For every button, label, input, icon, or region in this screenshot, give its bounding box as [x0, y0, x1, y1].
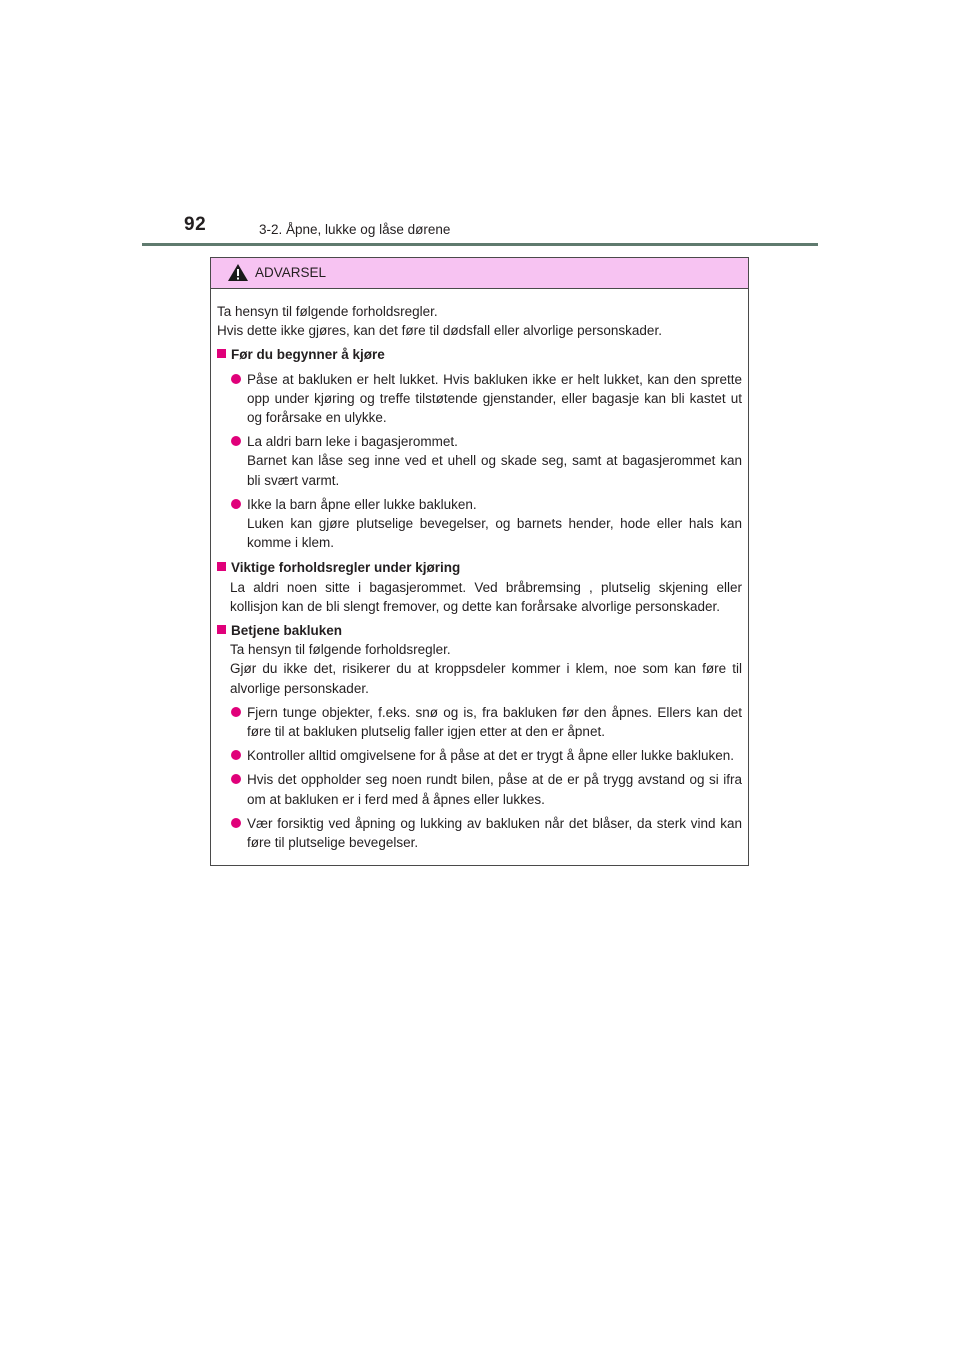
intro-line: Hvis dette ikke gjøres, kan det føre til dødsfall eller alvorlige personskader. [217, 323, 662, 339]
bullet-text: Barnet kan låse seg inne ved et uhell og skade seg, samt at bagasjerommet kan bli svært varmt. [247, 453, 742, 488]
bullet-text: Kontroller alltid omgivelsene for å påse at det er trygt å åpne eller lukke bakluken. [247, 748, 735, 764]
section-heading [217, 621, 742, 640]
square-marker-icon [217, 625, 226, 634]
list-item [217, 770, 742, 808]
warning-box [210, 257, 749, 866]
warning-title: ADVARSEL [255, 265, 327, 280]
header-rule [142, 243, 818, 246]
bullet-text: Fjern tunge objekter, f.eks. snø og is, fra bakluken før den åpnes. Ellers kan det føre til at bakluken plutselig faller igjen etter at den er åpnet. [247, 704, 742, 740]
round-bullet-icon [231, 436, 241, 446]
round-bullet-icon [231, 499, 241, 509]
section-text: Ta hensyn til følgende forholdsregler. [230, 642, 451, 658]
round-bullet-icon [231, 818, 241, 828]
list-item [217, 432, 742, 490]
round-bullet-icon [231, 750, 241, 760]
page-number: 92 [184, 214, 207, 235]
bullet-text: La aldri barn leke i bagasjerommet. [247, 434, 458, 450]
section-text: Gjør du ikke det, risikerer du at kroppsdeler kommer i klem, noe som kan føre til alvorlige personskader. [230, 661, 742, 696]
section-operating-tailgate [217, 621, 742, 852]
warning-header [211, 258, 748, 289]
section-before-driving [217, 345, 742, 552]
section-heading-text: Viktige forholdsregler under kjøring [231, 560, 461, 576]
round-bullet-icon [231, 374, 241, 384]
list-item [217, 814, 742, 852]
round-bullet-icon [231, 774, 241, 784]
section-title: 3-2. Åpne, lukke og låse dørene [259, 222, 451, 237]
list-item [217, 703, 742, 741]
intro-line: Ta hensyn til følgende forholdsregler. [217, 304, 438, 319]
section-heading-text: Før du begynner å kjøre [231, 347, 385, 363]
square-marker-icon [217, 562, 226, 571]
bullet-text: Ikke la barn åpne eller lukke bakluken. [247, 496, 477, 512]
list-item [217, 746, 742, 765]
warning-intro [217, 302, 742, 340]
bullet-text: Påse at bakluken er helt lukket. Hvis bakluken ikke er helt lukket, kan den sprette opp under kjøring og treffe tilstøtende gjenstander, eller bagasje kan bli kastet ut og forårsake en ulykke. [247, 371, 742, 426]
round-bullet-icon [231, 707, 241, 717]
square-marker-icon [217, 349, 226, 358]
warning-triangle-icon [227, 263, 249, 282]
section-while-driving [217, 558, 742, 616]
section-heading [217, 345, 742, 364]
warning-body [211, 289, 748, 852]
bullet-text: Luken kan gjøre plutselige bevegelser, og barnets hender, hode eller hals kan komme i klem. [247, 516, 742, 551]
bullet-text: Vær forsiktig ved åpning og lukking av bakluken når det blåser, da sterk vind kan føre til plutselige bevegelser. [247, 815, 742, 851]
section-heading-text: Betjene bakluken [231, 623, 343, 639]
section-heading [217, 558, 742, 577]
section-text: La aldri noen sitte i bagasjerommet. Ved bråbremsing , plutselig skjening eller kollisjon kan de bli slengt fremover, og dette kan forårsake alvorlige personskader. [230, 579, 742, 614]
list-item [217, 370, 742, 428]
bullet-text: Hvis det oppholder seg noen rundt bilen, påse at de er på trygg avstand og si ifra om at bakluken er i ferd med å åpnes eller lukkes. [247, 772, 742, 807]
list-item [217, 495, 742, 553]
